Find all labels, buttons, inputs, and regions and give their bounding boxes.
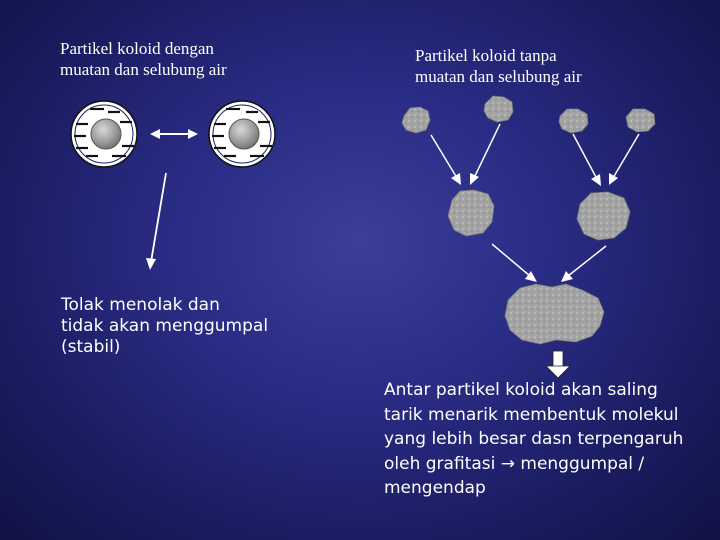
repulsion-arrow bbox=[150, 129, 198, 139]
colloid-core bbox=[91, 119, 121, 149]
result-arrow-left bbox=[146, 173, 166, 270]
medium-particle-2 bbox=[577, 192, 630, 240]
large-aggregate bbox=[505, 284, 604, 344]
small-particle-1 bbox=[402, 107, 430, 133]
right-title: Partikel koloid tanpa muatan dan selubung air bbox=[415, 46, 582, 86]
small-particle-2 bbox=[484, 96, 513, 122]
sedimentation-arrow bbox=[546, 351, 570, 378]
medium-particle-1 bbox=[448, 190, 494, 236]
charged-particle-left bbox=[71, 101, 137, 167]
small-particle-4 bbox=[626, 109, 655, 132]
charged-particle-right bbox=[209, 101, 275, 167]
left-title: Partikel koloid dengan muatan dan selubung air bbox=[60, 39, 227, 79]
merge-arrows-top bbox=[431, 124, 639, 186]
merge-arrows-bottom bbox=[492, 244, 606, 282]
left-result-text: Tolak menolak dan tidak akan menggumpal (stabil) bbox=[61, 295, 269, 357]
colloid-core bbox=[229, 119, 259, 149]
small-particle-3 bbox=[559, 109, 588, 133]
right-result-text: Antar partikel koloid akan saling tarik menarik membentuk molekul yang lebih besar dasn terpengaruh oleh grafitasi → menggumpal / mengendap bbox=[384, 380, 684, 498]
